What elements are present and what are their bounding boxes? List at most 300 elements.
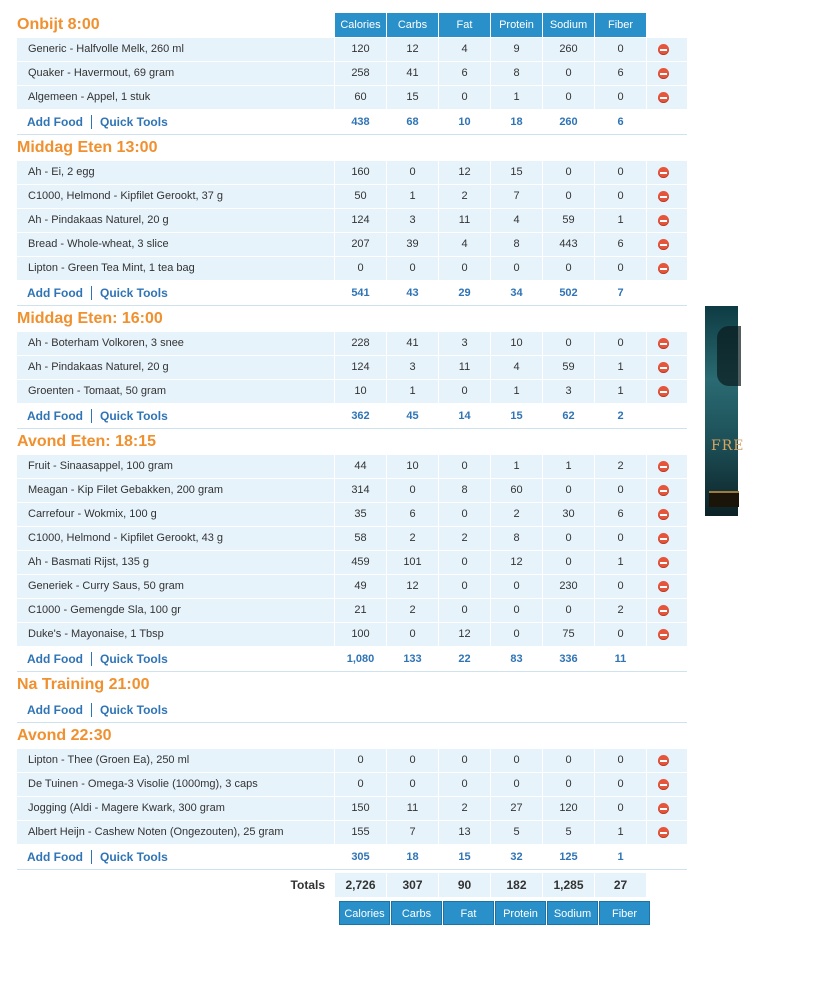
food-fat: 8 — [439, 479, 491, 502]
food-carbs: 0 — [387, 623, 439, 646]
delete-food-button[interactable] — [647, 629, 680, 640]
meal-section — [17, 672, 687, 723]
food-name[interactable]: Meagan - Kip Filet Gebakken, 200 gram — [17, 479, 335, 502]
food-fiber: 0 — [595, 479, 647, 502]
food-fat: 2 — [439, 797, 491, 820]
meal-total-fat: 22 — [458, 653, 471, 665]
food-protein: 1 — [491, 380, 543, 403]
quick-tools-link[interactable]: Quick Tools — [99, 652, 168, 666]
link-separator — [91, 286, 92, 300]
food-carbs: 15 — [387, 86, 439, 109]
totals-footer-header — [17, 900, 687, 926]
food-fiber: 0 — [595, 797, 647, 820]
food-fiber: 0 — [595, 86, 647, 109]
remove-icon[interactable] — [658, 68, 669, 79]
meal-total-fiber: 7 — [617, 287, 624, 299]
food-sodium: 260 — [543, 38, 595, 61]
food-protein: 0 — [491, 773, 543, 796]
remove-icon[interactable] — [658, 386, 669, 397]
food-row — [17, 455, 687, 479]
food-sodium: 75 — [543, 623, 595, 646]
link-separator — [91, 652, 92, 666]
food-carbs: 3 — [387, 356, 439, 379]
remove-icon[interactable] — [658, 167, 669, 178]
food-row — [17, 503, 687, 527]
food-name[interactable]: C1000, Helmond - Kipfilet Gerookt, 43 g — [17, 527, 335, 550]
food-protein: 27 — [491, 797, 543, 820]
col-header-protein[interactable]: Protein — [491, 13, 542, 37]
food-row — [17, 599, 687, 623]
meal-title: Middag Eten: 16:00 — [17, 310, 163, 327]
food-carbs: 0 — [387, 479, 439, 502]
food-carbs: 39 — [387, 233, 439, 256]
food-fat: 0 — [439, 773, 491, 796]
food-row — [17, 161, 687, 185]
food-carbs: 11 — [387, 797, 439, 820]
food-protein: 0 — [491, 575, 543, 598]
meal-tools — [17, 286, 335, 300]
food-fat: 11 — [439, 209, 491, 232]
food-row — [17, 797, 687, 821]
food-name[interactable]: Duke's - Mayonaise, 1 Tbsp — [17, 623, 335, 646]
remove-icon[interactable] — [658, 557, 669, 568]
delete-food-button[interactable] — [647, 509, 680, 520]
col-header-sodium[interactable]: Sodium — [543, 13, 594, 37]
food-fat: 0 — [439, 503, 491, 526]
food-diary — [17, 12, 687, 870]
food-name[interactable]: Carrefour - Wokmix, 100 g — [17, 503, 335, 526]
meal-total-fat: 29 — [458, 287, 471, 299]
col-header-fat[interactable]: Fat — [439, 13, 490, 37]
food-sodium: 120 — [543, 797, 595, 820]
food-row — [17, 479, 687, 503]
food-calories: 150 — [335, 797, 387, 820]
totals-row — [17, 872, 687, 898]
food-calories: 124 — [335, 209, 387, 232]
remove-icon[interactable] — [658, 263, 669, 274]
food-carbs: 41 — [387, 62, 439, 85]
meal-total-carbs: 43 — [406, 287, 419, 299]
remove-icon[interactable] — [658, 533, 669, 544]
food-sodium: 0 — [543, 332, 595, 355]
food-sodium: 1 — [543, 455, 595, 478]
food-name[interactable]: Groenten - Tomaat, 50 gram — [17, 380, 335, 403]
link-separator — [91, 409, 92, 423]
food-fiber: 1 — [595, 821, 647, 844]
meal-section — [17, 12, 687, 135]
food-sodium: 0 — [543, 599, 595, 622]
meal-header — [17, 135, 687, 161]
food-fat: 0 — [439, 86, 491, 109]
food-name[interactable]: Lipton - Thee (Groen Ea), 250 ml — [17, 749, 335, 772]
food-carbs: 7 — [387, 821, 439, 844]
food-protein: 7 — [491, 185, 543, 208]
food-protein: 0 — [491, 623, 543, 646]
meal-total-fiber: 1 — [617, 851, 624, 863]
footer-col-sodium: Sodium — [547, 901, 598, 925]
food-sodium: 0 — [543, 551, 595, 574]
food-fat: 12 — [439, 161, 491, 184]
food-protein: 0 — [491, 749, 543, 772]
meal-total-sodium: 502 — [559, 287, 578, 299]
remove-icon[interactable] — [658, 362, 669, 373]
footer-col-calories: Calories — [339, 901, 390, 925]
delete-food-button[interactable] — [647, 827, 680, 838]
food-sodium: 30 — [543, 503, 595, 526]
food-carbs: 0 — [387, 257, 439, 280]
meal-total-calories: 438 — [351, 116, 370, 128]
add-food-link[interactable]: Add Food — [27, 409, 83, 423]
meal-section — [17, 306, 687, 429]
food-fiber: 1 — [595, 209, 647, 232]
food-fat: 4 — [439, 233, 491, 256]
meal-total-protein: 15 — [510, 410, 523, 422]
food-calories: 21 — [335, 599, 387, 622]
food-name[interactable]: Albert Heijn - Cashew Noten (Ongezouten), 25 gram — [17, 821, 335, 844]
delete-food-button[interactable] — [647, 557, 680, 568]
remove-icon[interactable] — [658, 803, 669, 814]
food-fat: 0 — [439, 575, 491, 598]
meal-tools-row — [17, 281, 687, 306]
food-sodium: 59 — [543, 356, 595, 379]
delete-food-button[interactable] — [647, 44, 680, 55]
remove-icon[interactable] — [658, 827, 669, 838]
delete-food-button[interactable] — [647, 803, 680, 814]
delete-food-button[interactable] — [647, 779, 680, 790]
ad-figure — [717, 326, 741, 386]
delete-food-button[interactable] — [647, 92, 680, 103]
quick-tools-link[interactable]: Quick Tools — [99, 850, 168, 864]
ad-base — [709, 491, 739, 507]
meal-header — [17, 429, 687, 455]
food-carbs: 101 — [387, 551, 439, 574]
meal-title: Avond Eten: 18:15 — [17, 433, 156, 450]
food-row — [17, 380, 687, 404]
food-row — [17, 62, 687, 86]
food-fiber: 1 — [595, 551, 647, 574]
quick-tools-link[interactable]: Quick Tools — [99, 286, 168, 300]
food-sodium: 230 — [543, 575, 595, 598]
food-name[interactable]: Generiek - Curry Saus, 50 gram — [17, 575, 335, 598]
add-food-link[interactable]: Add Food — [27, 286, 83, 300]
total-fat: 90 — [439, 873, 490, 897]
food-row — [17, 575, 687, 599]
food-row — [17, 773, 687, 797]
totals-label: Totals — [290, 878, 325, 892]
food-fiber: 6 — [595, 233, 647, 256]
food-fiber: 0 — [595, 185, 647, 208]
food-calories: 459 — [335, 551, 387, 574]
food-protein: 1 — [491, 86, 543, 109]
food-calories: 60 — [335, 86, 387, 109]
add-food-link[interactable]: Add Food — [27, 703, 83, 717]
food-carbs: 2 — [387, 599, 439, 622]
remove-icon[interactable] — [658, 485, 669, 496]
meal-total-protein: 18 — [510, 116, 523, 128]
total-calories: 2,726 — [335, 873, 386, 897]
food-carbs: 0 — [387, 773, 439, 796]
food-fat: 0 — [439, 257, 491, 280]
remove-icon[interactable] — [658, 44, 669, 55]
food-fiber: 0 — [595, 161, 647, 184]
food-fiber: 2 — [595, 455, 647, 478]
food-protein: 4 — [491, 209, 543, 232]
quick-tools-link[interactable]: Quick Tools — [99, 703, 168, 717]
food-row — [17, 38, 687, 62]
meal-total-sodium: 336 — [559, 653, 578, 665]
food-protein: 10 — [491, 332, 543, 355]
food-fat: 0 — [439, 599, 491, 622]
meal-section — [17, 135, 687, 306]
meal-total-carbs: 133 — [403, 653, 422, 665]
food-fat: 2 — [439, 527, 491, 550]
quick-tools-link[interactable]: Quick Tools — [99, 115, 168, 129]
food-sodium: 0 — [543, 773, 595, 796]
food-fat: 4 — [439, 38, 491, 61]
food-calories: 35 — [335, 503, 387, 526]
meal-section — [17, 723, 687, 870]
delete-food-button[interactable] — [647, 338, 680, 349]
food-name[interactable]: Ah - Basmati Rijst, 135 g — [17, 551, 335, 574]
food-fiber: 0 — [595, 38, 647, 61]
food-name[interactable]: Ah - Boterham Volkoren, 3 snee — [17, 332, 335, 355]
meal-total-calories: 362 — [351, 410, 370, 422]
meal-total-protein: 34 — [510, 287, 523, 299]
food-protein: 12 — [491, 551, 543, 574]
add-food-link[interactable]: Add Food — [27, 115, 83, 129]
meal-tools — [17, 652, 335, 666]
link-separator — [91, 115, 92, 129]
meal-total-calories: 541 — [351, 287, 370, 299]
food-name[interactable]: Quaker - Havermout, 69 gram — [17, 62, 335, 85]
food-carbs: 0 — [387, 161, 439, 184]
food-calories: 155 — [335, 821, 387, 844]
food-name[interactable]: Ah - Ei, 2 egg — [17, 161, 335, 184]
meal-total-calories: 1,080 — [346, 653, 375, 665]
link-separator — [91, 703, 92, 717]
delete-food-button[interactable] — [647, 533, 680, 544]
delete-food-button[interactable] — [647, 68, 680, 79]
food-fiber: 0 — [595, 527, 647, 550]
food-sodium: 0 — [543, 185, 595, 208]
food-fat: 13 — [439, 821, 491, 844]
meal-tools — [17, 409, 335, 423]
total-carbs: 307 — [387, 873, 438, 897]
food-protein: 8 — [491, 62, 543, 85]
food-row — [17, 185, 687, 209]
remove-icon[interactable] — [658, 461, 669, 472]
food-sodium: 0 — [543, 86, 595, 109]
food-fiber: 2 — [595, 599, 647, 622]
col-header-fiber[interactable]: Fiber — [595, 13, 646, 37]
food-carbs: 6 — [387, 503, 439, 526]
food-name[interactable]: De Tuinen - Omega-3 Visolie (1000mg), 3 caps — [17, 773, 335, 796]
delete-food-button[interactable] — [647, 755, 680, 766]
food-fiber: 6 — [595, 503, 647, 526]
footer-col-fat: Fat — [443, 901, 494, 925]
footer-col-protein: Protein — [495, 901, 546, 925]
delete-food-button[interactable] — [647, 215, 680, 226]
meal-header — [17, 723, 687, 749]
remove-icon[interactable] — [658, 605, 669, 616]
food-calories: 44 — [335, 455, 387, 478]
food-sodium: 5 — [543, 821, 595, 844]
food-carbs: 1 — [387, 185, 439, 208]
meal-tools-row — [17, 110, 687, 135]
food-name[interactable]: C1000 - Gemengde Sla, 100 gr — [17, 599, 335, 622]
meal-tools — [17, 115, 335, 129]
delete-food-button[interactable] — [647, 386, 680, 397]
food-name[interactable]: C1000, Helmond - Kipfilet Gerookt, 37 g — [17, 185, 335, 208]
total-sodium: 1,285 — [543, 873, 594, 897]
meal-total-sodium: 62 — [562, 410, 575, 422]
food-name[interactable]: Bread - Whole-wheat, 3 slice — [17, 233, 335, 256]
meal-title: Onbijt 8:00 — [17, 16, 100, 33]
food-name[interactable]: Lipton - Green Tea Mint, 1 tea bag — [17, 257, 335, 280]
food-protein: 60 — [491, 479, 543, 502]
food-calories: 100 — [335, 623, 387, 646]
meal-section — [17, 429, 687, 672]
food-name[interactable]: Fruit - Sinaasappel, 100 gram — [17, 455, 335, 478]
food-fat: 11 — [439, 356, 491, 379]
food-name[interactable]: Ah - Pindakaas Naturel, 20 g — [17, 356, 335, 379]
remove-icon[interactable] — [658, 509, 669, 520]
meal-tools-row — [17, 647, 687, 672]
total-fiber: 27 — [595, 873, 646, 897]
food-fiber: 0 — [595, 623, 647, 646]
remove-icon[interactable] — [658, 581, 669, 592]
food-row — [17, 233, 687, 257]
food-fiber: 6 — [595, 62, 647, 85]
meal-title: Na Training 21:00 — [17, 676, 150, 693]
food-calories: 228 — [335, 332, 387, 355]
food-sodium: 0 — [543, 257, 595, 280]
food-row — [17, 749, 687, 773]
meal-total-carbs: 45 — [406, 410, 419, 422]
food-sodium: 59 — [543, 209, 595, 232]
food-fiber: 1 — [595, 356, 647, 379]
food-calories: 0 — [335, 749, 387, 772]
food-row — [17, 257, 687, 281]
food-protein: 8 — [491, 527, 543, 550]
meal-total-fiber: 11 — [614, 653, 627, 665]
meal-total-carbs: 68 — [406, 116, 419, 128]
ad-banner[interactable] — [705, 306, 745, 516]
food-carbs: 12 — [387, 38, 439, 61]
food-fat: 0 — [439, 749, 491, 772]
food-name[interactable]: Ah - Pindakaas Naturel, 20 g — [17, 209, 335, 232]
quick-tools-link[interactable]: Quick Tools — [99, 409, 168, 423]
food-sodium: 0 — [543, 749, 595, 772]
remove-icon[interactable] — [658, 191, 669, 202]
food-protein: 4 — [491, 356, 543, 379]
food-calories: 50 — [335, 185, 387, 208]
food-fiber: 0 — [595, 749, 647, 772]
meal-header — [17, 306, 687, 332]
delete-food-button[interactable] — [647, 263, 680, 274]
food-carbs: 12 — [387, 575, 439, 598]
meal-total-sodium: 260 — [559, 116, 578, 128]
food-calories: 207 — [335, 233, 387, 256]
col-header-carbs[interactable]: Carbs — [387, 13, 438, 37]
food-protein: 0 — [491, 257, 543, 280]
food-fiber: 0 — [595, 773, 647, 796]
delete-food-button[interactable] — [647, 605, 680, 616]
food-calories: 124 — [335, 356, 387, 379]
delete-food-button[interactable] — [647, 167, 680, 178]
meal-tools — [17, 850, 335, 864]
delete-food-button[interactable] — [647, 581, 680, 592]
food-carbs: 1 — [387, 380, 439, 403]
food-fat: 0 — [439, 455, 491, 478]
food-sodium: 3 — [543, 380, 595, 403]
meal-total-sodium: 125 — [559, 851, 578, 863]
meal-total-calories: 305 — [351, 851, 370, 863]
delete-food-button[interactable] — [647, 239, 680, 250]
total-protein: 182 — [491, 873, 542, 897]
remove-icon[interactable] — [658, 239, 669, 250]
meal-total-fiber: 2 — [617, 410, 624, 422]
delete-food-button[interactable] — [647, 485, 680, 496]
food-name[interactable]: Jogging (Aldi - Magere Kwark, 300 gram — [17, 797, 335, 820]
remove-icon[interactable] — [658, 92, 669, 103]
food-calories: 160 — [335, 161, 387, 184]
food-protein: 0 — [491, 599, 543, 622]
delete-food-button[interactable] — [647, 191, 680, 202]
food-fiber: 0 — [595, 257, 647, 280]
remove-icon[interactable] — [658, 215, 669, 226]
footer-col-carbs: Carbs — [391, 901, 442, 925]
food-carbs: 3 — [387, 209, 439, 232]
col-header-calories[interactable]: Calories — [335, 13, 386, 37]
delete-food-button[interactable] — [647, 461, 680, 472]
food-fat: 3 — [439, 332, 491, 355]
food-fiber: 0 — [595, 332, 647, 355]
food-row — [17, 551, 687, 575]
ad-text: FRE — [711, 438, 745, 454]
remove-icon[interactable] — [658, 779, 669, 790]
meal-title: Avond 22:30 — [17, 727, 112, 744]
food-row — [17, 332, 687, 356]
food-name[interactable]: Algemeen - Appel, 1 stuk — [17, 86, 335, 109]
delete-food-button[interactable] — [647, 362, 680, 373]
link-separator — [91, 850, 92, 864]
meal-total-fiber: 6 — [617, 116, 624, 128]
add-food-link[interactable]: Add Food — [27, 652, 83, 666]
food-protein: 2 — [491, 503, 543, 526]
food-protein: 15 — [491, 161, 543, 184]
food-fat: 0 — [439, 380, 491, 403]
remove-icon[interactable] — [658, 629, 669, 640]
food-carbs: 10 — [387, 455, 439, 478]
food-sodium: 0 — [543, 161, 595, 184]
remove-icon[interactable] — [658, 338, 669, 349]
meal-total-fat: 15 — [458, 851, 471, 863]
food-fiber: 0 — [595, 575, 647, 598]
remove-icon[interactable] — [658, 755, 669, 766]
food-fat: 2 — [439, 185, 491, 208]
add-food-link[interactable]: Add Food — [27, 850, 83, 864]
meal-tools-row — [17, 698, 687, 723]
food-protein: 9 — [491, 38, 543, 61]
totals-section — [17, 872, 687, 926]
meal-total-protein: 83 — [510, 653, 523, 665]
meal-tools — [17, 703, 335, 717]
food-name[interactable]: Generic - Halfvolle Melk, 260 ml — [17, 38, 335, 61]
food-calories: 58 — [335, 527, 387, 550]
food-protein: 5 — [491, 821, 543, 844]
food-protein: 8 — [491, 233, 543, 256]
